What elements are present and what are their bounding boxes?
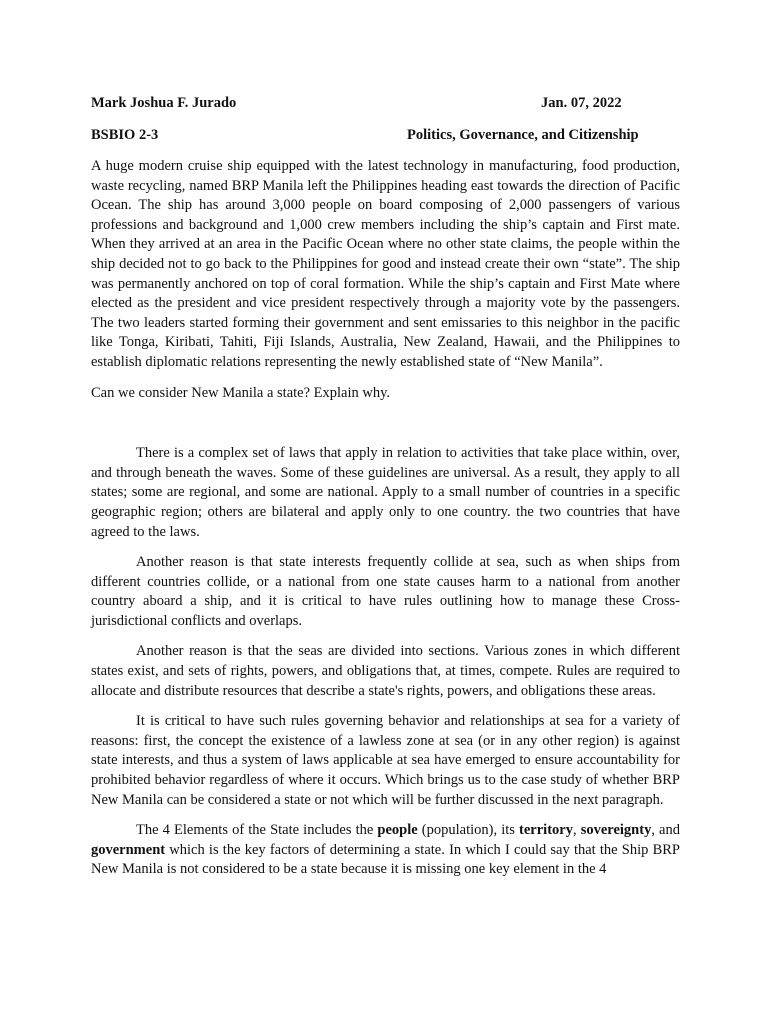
answer-paragraph-2: Another reason is that state interests frequently collide at sea, such as when ships from different countries collide, or a national from one state causes harm to a national from another country aboard a ship, and it is critical to have rules outlining how to manage these Cross-jurisdictional conflicts and overlaps. bbox=[91, 554, 680, 629]
answer-paragraph-1: There is a complex set of laws that apply in relation to activities that take place within, over, and through beneath the waves. Some of these guidelines are universal. As a result, they apply to all states; some are regional, and some are national. Apply to a small number of countries in a specific geographic region; others are bilateral and apply only to one country. the two countries that have agreed to the laws. bbox=[91, 445, 680, 540]
section-code: BSBIO 2-3 bbox=[91, 127, 159, 143]
author-name: Mark Joshua F. Jurado bbox=[91, 95, 237, 111]
header-line-1 bbox=[91, 93, 680, 113]
date: Jan. 07, 2022 bbox=[541, 95, 622, 111]
answer-paragraph-3: Another reason is that the seas are divided into sections. Various zones in which different states exist, and sets of rights, powers, and obligations that, at times, compete. Rules are required to allocate and distribute resources that describe a state's rights, powers, and obligations these areas. bbox=[91, 643, 680, 699]
header-line-2 bbox=[91, 125, 680, 145]
case-prompt: A huge modern cruise ship equipped with the latest technology in manufacturing, food production, waste recycling, named BRP Manila left the Philippines heading east towards the direction of Pacific Ocean. The ship has around 3,000 people on board composing of 2,000 passengers of various professions and background and 1,000 crew members including the ship’s captain and First mate. When they arrived at an area in the Pacific Ocean where no other state claims, the people within the ship decided not to go back to the Philippines for good and instead create their own “state”. The ship was permanently anchored on top of coral formation. While the ship’s captain and First Mate where elected as the president and vice president respectively through a majority vote by the passengers. The two leaders started forming their government and sent emissaries to this neighbor in the pacific like Tonga, Kiribati, Tahiti, Fiji Islands, Australia, New Zealand, Hawaii, and the Philippines to establish diplomatic relations representing the newly established state of “New Manila”. bbox=[91, 158, 680, 370]
course-title: Politics, Governance, and Citizenship bbox=[407, 127, 639, 143]
question: Can we consider New Manila a state? Explain why. bbox=[91, 384, 391, 401]
answer-paragraph-5 bbox=[91, 821, 680, 880]
text-segment: which is the key factors of determining a state. In which I could say that the Ship BRP New Manila is not considered to be a state because it is missing one key element in the 4 bbox=[91, 841, 680, 878]
text-segment: The 4 Elements of the State includes the bbox=[136, 822, 378, 839]
bold-term-territory: territory bbox=[519, 822, 573, 839]
bold-term-government: government bbox=[91, 841, 166, 858]
text-segment: (population), its bbox=[417, 822, 520, 839]
bold-term-people: people bbox=[377, 822, 418, 839]
text-segment: , and bbox=[651, 822, 680, 839]
answer-paragraph-4: It is critical to have such rules governing behavior and relationships at sea for a variety of reasons: first, the concept the existence of a lawless zone at sea (or in any other region) is against state interests, and thus a system of laws applicable at sea have emerged to ensure accountability for prohibited behavior regardless of where it occurs. Which brings us to the case study of whether BRP New Manila can be considered a state or not which will be further discussed in the next paragraph. bbox=[91, 713, 680, 808]
bold-term-sovereignty: sovereignty bbox=[580, 822, 652, 839]
document-page bbox=[91, 93, 680, 880]
text-segment: , bbox=[572, 822, 581, 839]
